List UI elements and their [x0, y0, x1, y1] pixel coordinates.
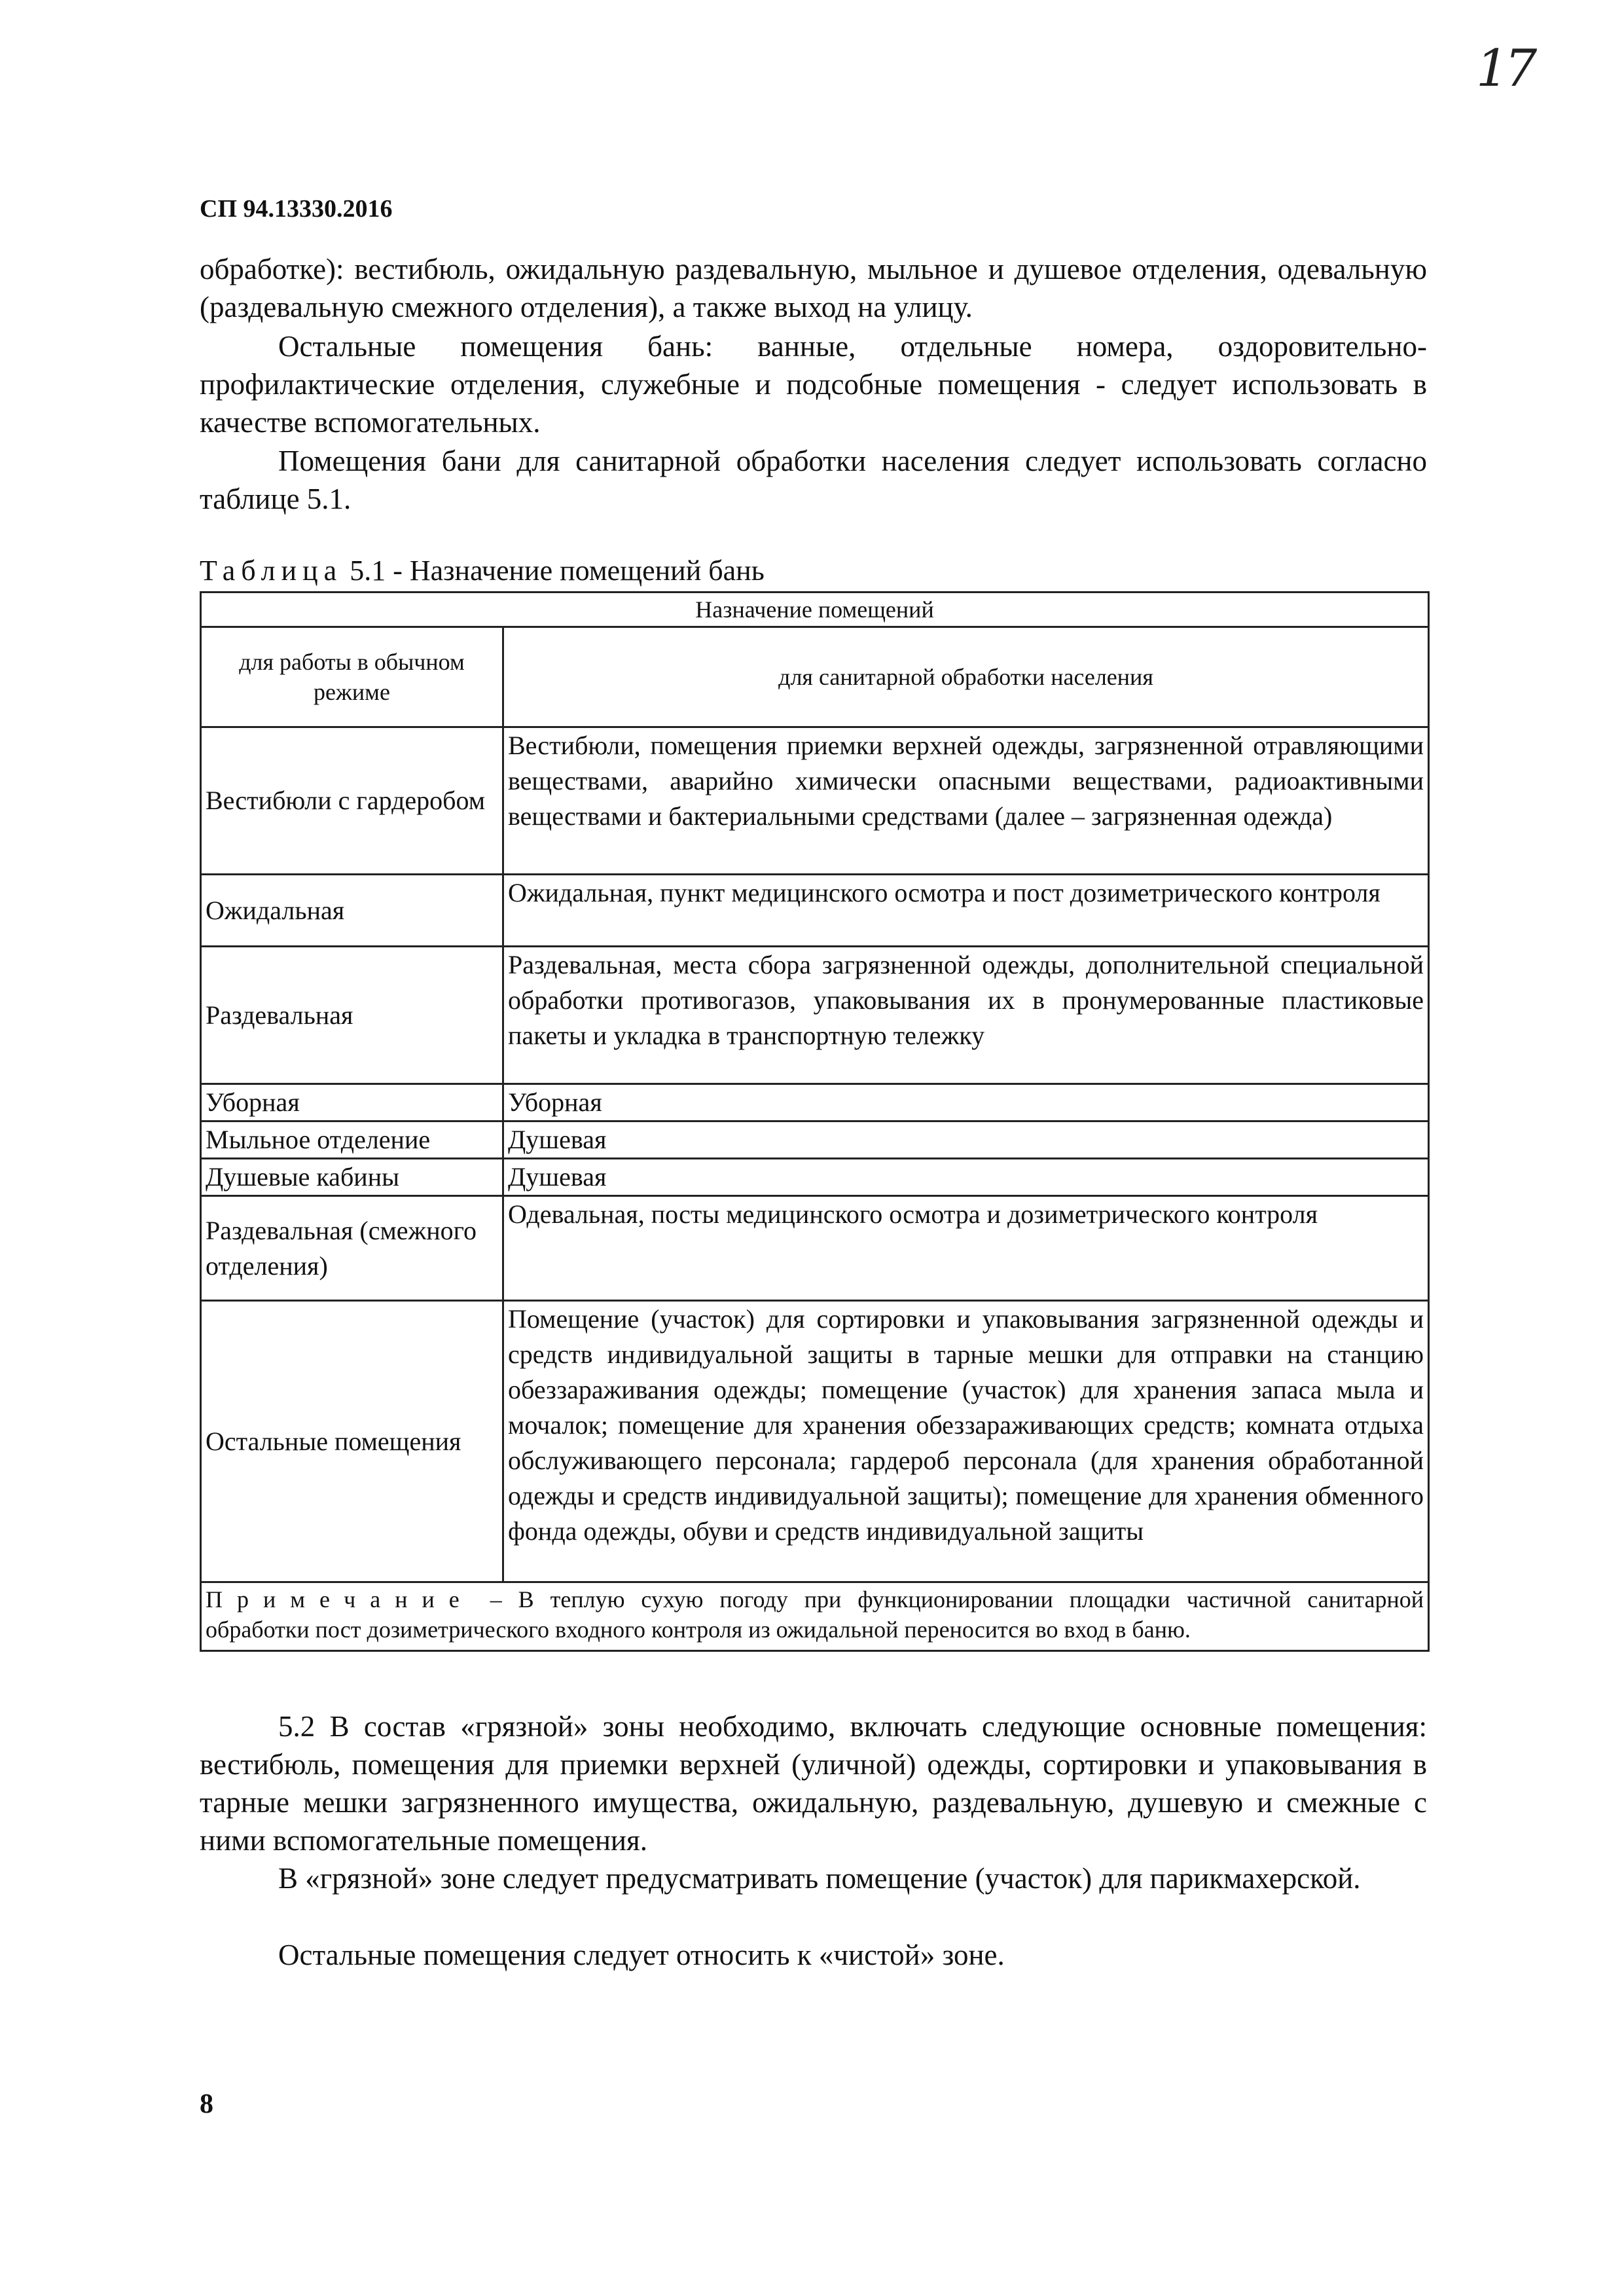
table-cell-right: Вестибюли, помещения приемки верхней одежды, загрязненной отравляющими веществами, аварийно химически опасными веществами, радиоактивными веществами и бактериальными средствами (далее – загрязненная одежда) [503, 727, 1429, 875]
table-row [201, 1159, 1429, 1196]
table-cell-left: Вестибюли с гардеробом [201, 727, 503, 875]
table-cell-right: Одевальная, посты медицинского осмотра и дозиметрического контроля [503, 1196, 1429, 1301]
table-caption [200, 554, 765, 588]
table-cell-right: Раздевальная, места сбора загрязненной одежды, дополнительной специальной обработки противогазов, упаковывания их в пронумерованные пластиковые пакеты и укладка в транспортную тележку [503, 947, 1429, 1084]
table-cell-left: Раздевальная (смежного отделения) [201, 1196, 503, 1301]
table-cell-left: Мыльное отделение [201, 1121, 503, 1159]
table-cell-left: Душевые кабины [201, 1159, 503, 1196]
table-header-top: Назначение помещений [201, 592, 1429, 627]
table-note-row [201, 1582, 1429, 1651]
table-row [201, 1084, 1429, 1121]
table-row [201, 947, 1429, 1084]
table-caption-text: 5.1 - Назначение помещений бань [350, 555, 765, 587]
table-cell-left: Уборная [201, 1084, 503, 1121]
table-row [201, 1121, 1429, 1159]
paragraph: В «грязной» зоне следует предусматривать помещение (участок) для парикмахерской. [278, 1862, 1361, 1895]
paragraph: обработке): вестибюль, ожидальную раздевальную, мыльное и душевое отделения, одевальную (раздевальную смежного отделения), а также выход на улицу. [200, 253, 1427, 323]
paragraph: 5.2 В состав «грязной» зоны необходимо, включать следующие основные помещения: вестибюль, помещения для приемки верхней (уличной) одежды, сортировки и упаковывания в тарные мешки загрязненного имущества, ожидальную, раздевальную, душевую и смежные с ними вспомогательные помещения. [200, 1710, 1427, 1857]
table-note [201, 1582, 1429, 1651]
table-header-col2: для санитарной обработки населения [503, 627, 1429, 727]
note-text: – В теплую сухую погоду при функционировании площадки частичной санитарной обработки пост дозиметрического входного контроля из ожидальной переносится во вход в баню. [206, 1586, 1424, 1643]
table-row [201, 875, 1429, 947]
rooms-table [200, 591, 1430, 1652]
table-row [201, 727, 1429, 875]
table-cell-right: Уборная [503, 1084, 1429, 1121]
page-number: 8 [200, 2089, 213, 2119]
table-cell-right: Ожидальная, пункт медицинского осмотра и пост дозиметрического контроля [503, 875, 1429, 947]
table-row [201, 1301, 1429, 1582]
table-cell-right: Душевая [503, 1159, 1429, 1196]
table-cell-left: Ожидальная [201, 875, 503, 947]
document-code: СП 94.13330.2016 [200, 195, 393, 223]
table-cell-left: Раздевальная [201, 947, 503, 1084]
table-cell-left: Остальные помещения [201, 1301, 503, 1582]
paragraph: Помещения бани для санитарной обработки населения следует использовать согласно таблице 5.1. [200, 445, 1427, 515]
paragraph: Остальные помещения следует относить к «чистой» зоне. [278, 1939, 1005, 1971]
table-caption-word: Таблица [200, 555, 343, 587]
handwritten-page-number: 17 [1476, 39, 1534, 98]
table-row [201, 1196, 1429, 1301]
table-cell-right: Душевая [503, 1121, 1429, 1159]
table-cell-right: Помещение (участок) для сортировки и упаковывания загрязненной одежды и средств индивидуальной защиты в тарные мешки для отправки на станцию обеззараживания одежды; помещение (участок) для хранения запаса мыла и мочалок; помещение для хранения обеззараживающих средств; комната отдыха обслуживающего персонала; гардероб персонала (для хранения обработанной одежды и средств индивидуальной защиты); помещение для хранения обменного фонда одежды, обуви и средств индивидуальной защиты [503, 1301, 1429, 1582]
note-label: Примечание [206, 1586, 474, 1613]
table-header-col1: для работы в обычном режиме [201, 627, 503, 727]
paragraph: Остальные помещения бань: ванные, отдельные номера, оздоровительно-профилактические отделения, служебные и подсобные помещения - следует использовать в качестве вспомогательных. [200, 330, 1427, 439]
